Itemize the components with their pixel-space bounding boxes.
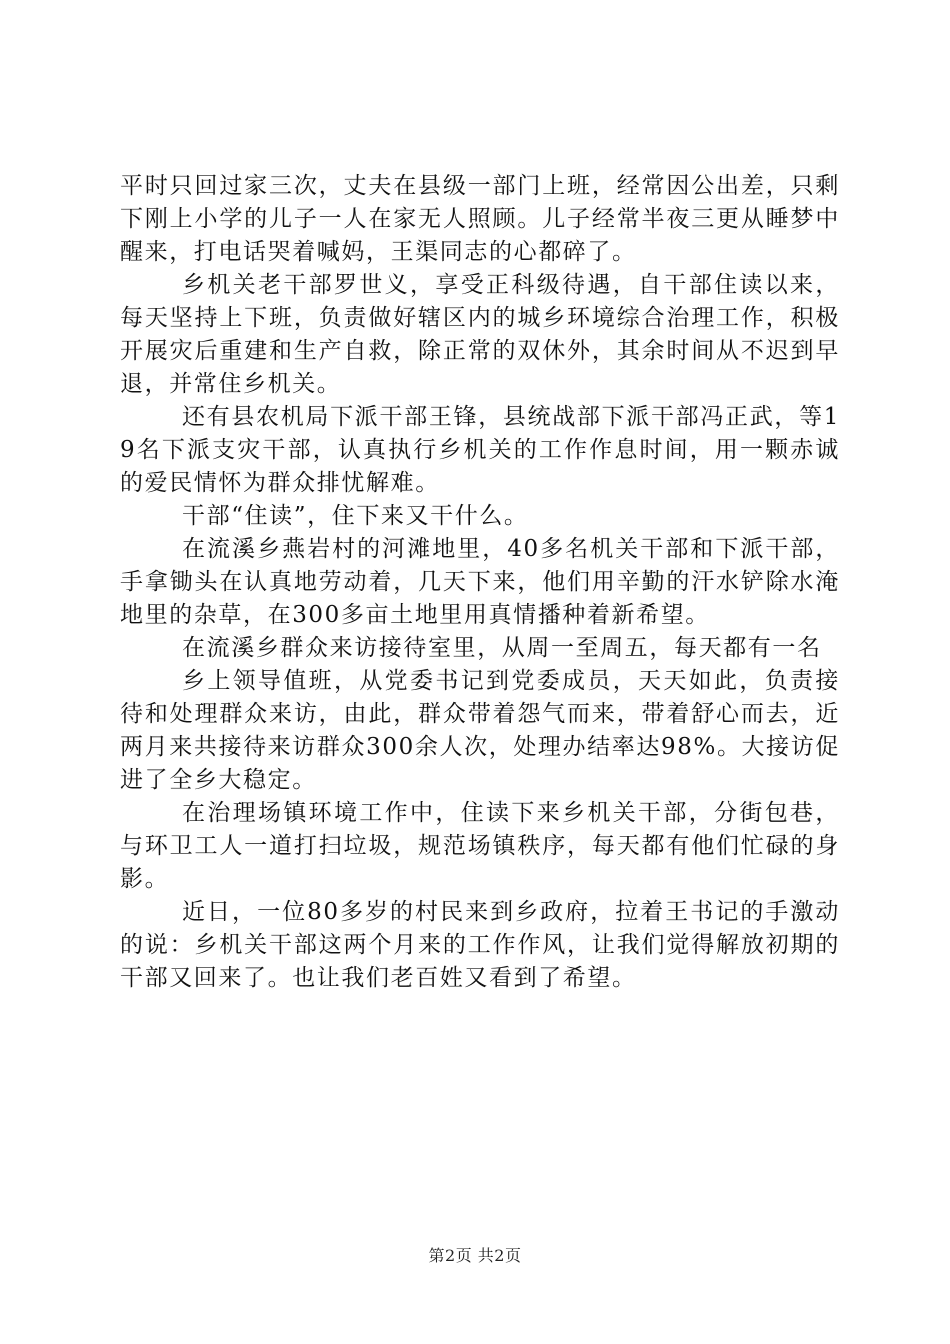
paragraph: 乡机关老干部罗世义，享受正科级待遇，自干部住读以来，每天坚持上下班，负责做好辖区内的城乡环境综合治理工作，积极开展灾后重建和生产自救，除正常的双休外，其余时间从不迟到早退，并常住乡机关。 <box>120 272 840 397</box>
page-footer: 第2页 共2页 <box>428 1246 522 1265</box>
paragraph: 还有县农机局下派干部王锋，县统战部下派干部冯正武，等19名下派支灾干部，认真执行乡机关的工作作息时间，用一颗赤诚的爱民情怀为群众排忧解难。 <box>120 404 840 496</box>
paragraph: 乡上领导值班，从党委书记到党委成员，天天如此，负责接待和处理群众来访，由此，群众带着怨气而来，带着舒心而去，近两月来共接待来访群众300余人次，处理办结率达98%。大接访促进了全乡大稳定。 <box>120 668 840 793</box>
document-body <box>120 170 840 995</box>
paragraph: 干部“住读”，住下来又干什么。 <box>182 503 529 529</box>
paragraph: 近日，一位80多岁的村民来到乡政府，拉着王书记的手激动的说：乡机关干部这两个月来的工作作风，让我们觉得解放初期的干部又回来了。也让我们老百姓又看到了希望。 <box>120 899 840 991</box>
paragraph: 在流溪乡群众来访接待室里，从周一至周五，每天都有一名 <box>182 635 822 661</box>
paragraph: 在流溪乡燕岩村的河滩地里，40多名机关干部和下派干部，手拿锄头在认真地劳动着，几天下来，他们用辛勤的汗水铲除水淹地里的杂草，在300多亩土地里用真情播种着新希望。 <box>120 536 840 628</box>
paragraph: 平时只回过家三次，丈夫在县级一部门上班，经常因公出差，只剩下刚上小学的儿子一人在家无人照顾。儿子经常半夜三更从睡梦中醒来，打电话哭着喊妈，王渠同志的心都碎了。 <box>120 173 840 265</box>
paragraph: 在治理场镇环境工作中，住读下来乡机关干部，分街包巷，与环卫工人一道打扫垃圾，规范场镇秩序，每天都有他们忙碌的身影。 <box>120 800 840 892</box>
